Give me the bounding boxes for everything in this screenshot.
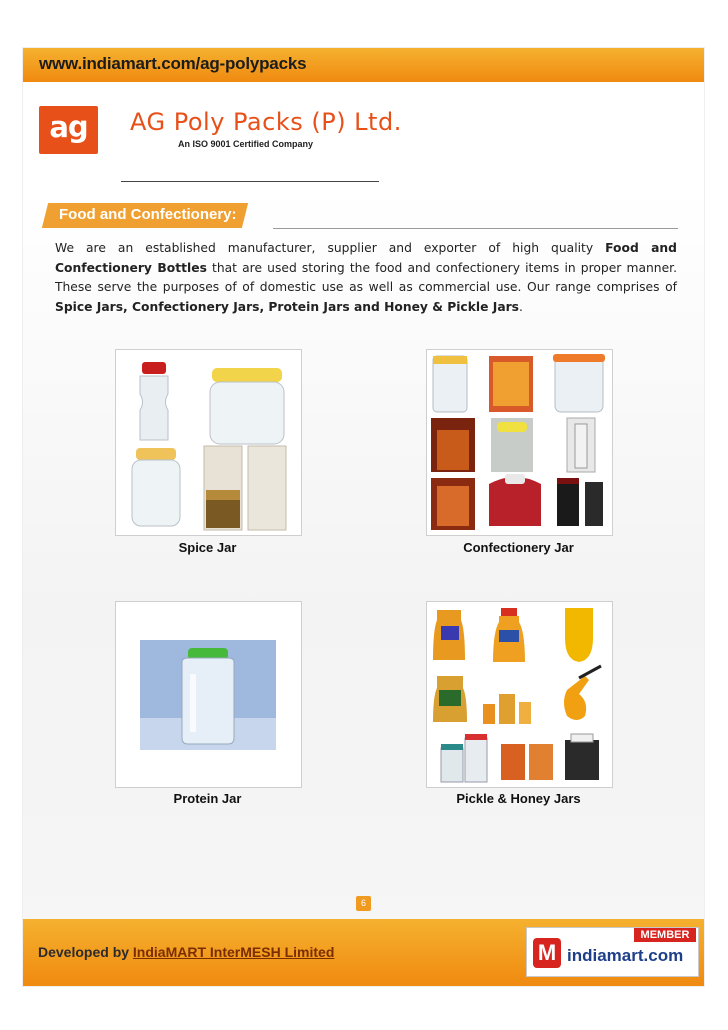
page-number: 6 xyxy=(356,896,371,911)
intro-bold-text: Spice Jars, Confectionery Jars, Protein Jars and Honey & Pickle Jars xyxy=(55,299,519,314)
indiamart-member-badge[interactable] xyxy=(526,927,699,977)
url-banner xyxy=(23,48,704,82)
spice-jars-photo xyxy=(116,350,301,535)
company-name: AG Poly Packs (P) Ltd. xyxy=(130,108,402,136)
catalog-page xyxy=(23,48,704,986)
product-label-pickle-honey-jars: Pickle & Honey Jars xyxy=(456,791,581,806)
pickle-honey-jars-photo xyxy=(427,602,612,787)
footer-developed-by: Developed by xyxy=(38,944,130,960)
badge-member-label: MEMBER xyxy=(634,928,696,942)
company-logo xyxy=(39,106,98,154)
section-divider xyxy=(273,228,678,229)
indiamart-logo-icon: M xyxy=(533,938,561,968)
product-image-confectionery-jar xyxy=(426,349,613,536)
product-image-pickle-honey-jars xyxy=(426,601,613,788)
intro-bold-text: Food and Confectionery Bottles xyxy=(55,241,677,275)
company-tagline: An ISO 9001 Certified Company xyxy=(178,139,314,149)
intro-text: . xyxy=(519,299,523,314)
product-image-protein-jar xyxy=(115,601,302,788)
product-image-spice-jar xyxy=(115,349,302,536)
intro-paragraph xyxy=(55,239,677,317)
intro-text: We are an established manufacturer, supplier and exporter of high quality xyxy=(55,241,606,255)
confectionery-jars-photo xyxy=(427,350,612,535)
footer-credit xyxy=(38,944,334,960)
footer-developer-link[interactable]: IndiaMART InterMESH Limited xyxy=(132,944,335,960)
product-label-confectionery-jar: Confectionery Jar xyxy=(463,540,574,555)
logo-mark: ag xyxy=(49,110,88,144)
section-title: Food and Confectionery: xyxy=(59,206,237,223)
protein-jar-photo xyxy=(116,602,301,787)
footer-banner xyxy=(23,919,704,986)
badge-site-text: indiamart.com xyxy=(567,946,684,965)
product-label-spice-jar: Spice Jar xyxy=(178,540,237,555)
site-url[interactable]: www.indiamart.com/ag-polypacks xyxy=(39,54,307,73)
header-divider xyxy=(121,181,379,182)
intro-text: that are used storing the food and confectionery items in proper manner. These serve the purposes of of domestic use as well as commercial use. Our range comprises of xyxy=(55,260,677,294)
product-label-protein-jar: Protein Jar xyxy=(173,791,242,806)
